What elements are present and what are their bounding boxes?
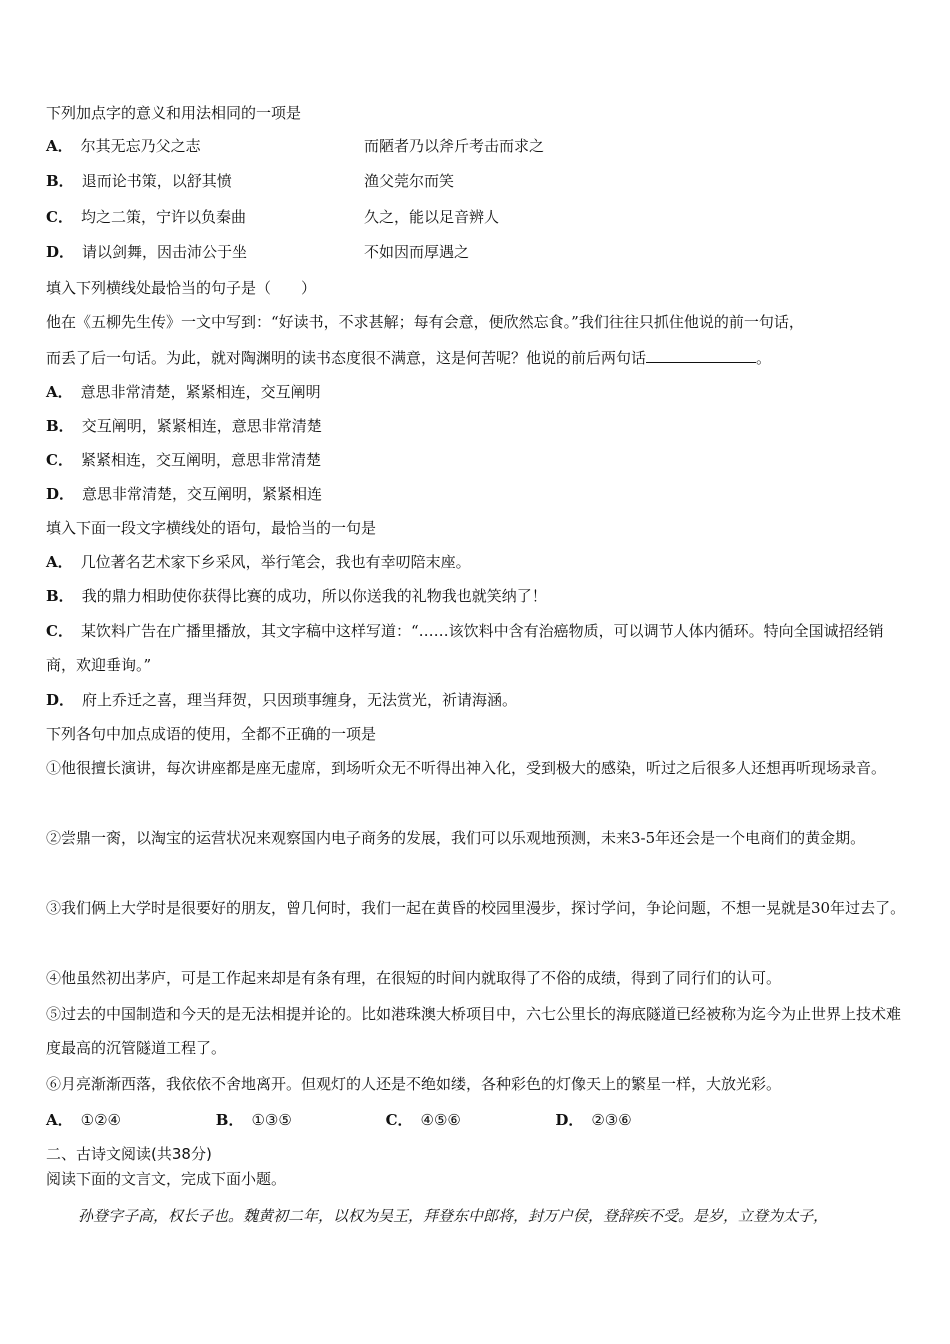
option-label: C． xyxy=(46,451,73,469)
q3-option-a xyxy=(46,552,471,572)
option-text: 我的鼎力相助使你获得比赛的成功，所以你送我的礼物我也就笑纳了！ xyxy=(81,587,547,605)
option-text: 紧紧相连，交互阐明，意思非常清楚 xyxy=(80,451,321,469)
option-text: 意思非常清楚，紧紧相连，交互阐明 xyxy=(80,383,321,401)
q2-option-d xyxy=(46,484,322,504)
q2-stem: 填入下列横线处最恰当的句子是（ ） xyxy=(46,279,317,297)
option-right-text: 不如因而厚遇之 xyxy=(364,243,470,261)
option-right-text: 久之，能以足音辨人 xyxy=(364,208,500,226)
q2-passage-text: 而丢了后一句话。为此，就对陶渊明的读书态度很不满意，这是何苦呢？他说的前后两句话 xyxy=(46,349,647,367)
answer-blank xyxy=(646,348,756,363)
option-left-text: 均之二策，宁许以负秦曲 xyxy=(80,208,246,226)
q2-passage-line-1: 他在《五柳先生传》一文中写到：“好读书，不求甚解；每有会意，便欣然忘食。”我们往往只抓住他说的前一句话， xyxy=(46,313,804,331)
section-instruction: 阅读下面的文言文，完成下面小题。 xyxy=(46,1170,287,1188)
q1-option-a xyxy=(46,136,906,156)
option-text: ①②④ xyxy=(80,1111,121,1129)
classical-passage-line-1: 孙登字子高，权长子也。魏黄初二年，以权为吴王，拜登东中郎将，封万户侯，登辞疾不受。是岁，立登为太子， xyxy=(78,1207,829,1225)
option-right-text: 渔父莞尔而笑 xyxy=(364,172,455,190)
option-label: D． xyxy=(46,485,75,503)
option-label: A． xyxy=(46,137,73,155)
option-label: C． xyxy=(46,622,73,640)
option-right-text: 而陋者乃以斧斤考击而求之 xyxy=(364,137,545,155)
option-left-text: 请以剑舞，因击沛公于坐 xyxy=(82,243,248,261)
option-label: A． xyxy=(46,1111,73,1129)
option-left-text: 退而论书策，以舒其愤 xyxy=(81,172,232,190)
q4-item-5: ⑤过去的中国制造和今天的是无法相提并论的。比如港珠澳大桥项目中，六七公里长的海底隧道已经被称为迄今为止世界上技术难度最高的沉管隧道工程了。 xyxy=(46,1005,902,1057)
q2-option-a xyxy=(46,382,321,402)
option-text: 府上乔迁之喜，理当拜贺，只因琐事缠身，无法赏光，祈请海涵。 xyxy=(82,691,518,709)
q2-option-c xyxy=(46,450,321,470)
option-label: B． xyxy=(215,1111,244,1129)
option-text: 意思非常清楚，交互阐明，紧紧相连 xyxy=(82,485,323,503)
q4-option-d xyxy=(555,1110,720,1130)
option-text: 几位著名艺术家下乡采风，举行笔会，我也有幸叨陪末座。 xyxy=(80,553,471,571)
q4-item-1: ①他很擅长演讲，每次讲座都是座无虚席，到场听众无不听得出神入化，受到极大的感染，听过之后很多人还想再听现场录音。 xyxy=(46,759,887,777)
option-label: B． xyxy=(46,172,74,190)
q4-item-6: ⑥月亮渐渐西落，我依依不舍地离开。但观灯的人还是不绝如缕，各种彩色的灯像天上的繁星一样，大放光彩。 xyxy=(46,1075,782,1093)
option-text: ①③⑤ xyxy=(251,1111,292,1129)
option-label: D． xyxy=(555,1111,584,1129)
option-label: B． xyxy=(46,587,74,605)
option-label: B． xyxy=(46,417,74,435)
q4-item-2: ②尝鼎一脔，以淘宝的运营状况来观察国内电子商务的发展，我们可以乐观地预测，未来3-5年还会是一个电商们的黄金期。 xyxy=(46,829,866,847)
q4-option-a xyxy=(46,1110,211,1130)
q4-options-row xyxy=(46,1110,906,1130)
q4-stem: 下列各句中加点成语的使用，全都不正确的一项是 xyxy=(46,725,377,743)
q2-passage-line-2 xyxy=(46,348,771,368)
q4-option-b xyxy=(216,1110,381,1130)
q2-option-b xyxy=(46,416,322,436)
option-label: A． xyxy=(46,383,73,401)
q4-item-4: ④他虽然初出茅庐，可是工作起来却是有条有理，在很短的时间内就取得了不俗的成绩，得到了同行们的认可。 xyxy=(46,969,782,987)
section-title: 二、古诗文阅读(共38分) xyxy=(46,1145,212,1163)
q3-option-c xyxy=(46,614,906,682)
q3-option-b xyxy=(46,586,547,606)
option-left-text: 尔其无忘乃父之志 xyxy=(80,137,201,155)
q1-option-b xyxy=(46,171,906,191)
option-label: A． xyxy=(46,553,73,571)
option-label: C． xyxy=(385,1111,413,1129)
q3-option-d xyxy=(46,690,517,710)
q1-option-d xyxy=(46,242,906,262)
option-label: D． xyxy=(46,243,75,261)
q2-passage-end: 。 xyxy=(756,349,772,367)
q1-option-c xyxy=(46,207,906,227)
q1-stem: 下列加点字的意义和用法相同的一项是 xyxy=(46,104,302,122)
option-text: 交互阐明，紧紧相连，意思非常清楚 xyxy=(81,417,322,435)
option-text: ②③⑥ xyxy=(591,1111,632,1129)
option-text: ④⑤⑥ xyxy=(420,1111,461,1129)
option-label: D． xyxy=(46,691,75,709)
option-label: C． xyxy=(46,208,73,226)
option-text: 某饮料广告在广播里播放，其文字稿中这样写道：“……该饮料中含有治癌物质，可以调节人体内循环。特向全国诚招经销商，欢迎垂询。” xyxy=(46,622,884,674)
q4-option-c xyxy=(386,1110,551,1130)
q4-item-3: ③我们俩上大学时是很要好的朋友，曾几何时，我们一起在黄昏的校园里漫步，探讨学问，争论问题，不想一晃就是30年过去了。 xyxy=(46,899,906,917)
q3-stem: 填入下面一段文字横线处的语句，最恰当的一句是 xyxy=(46,519,377,537)
